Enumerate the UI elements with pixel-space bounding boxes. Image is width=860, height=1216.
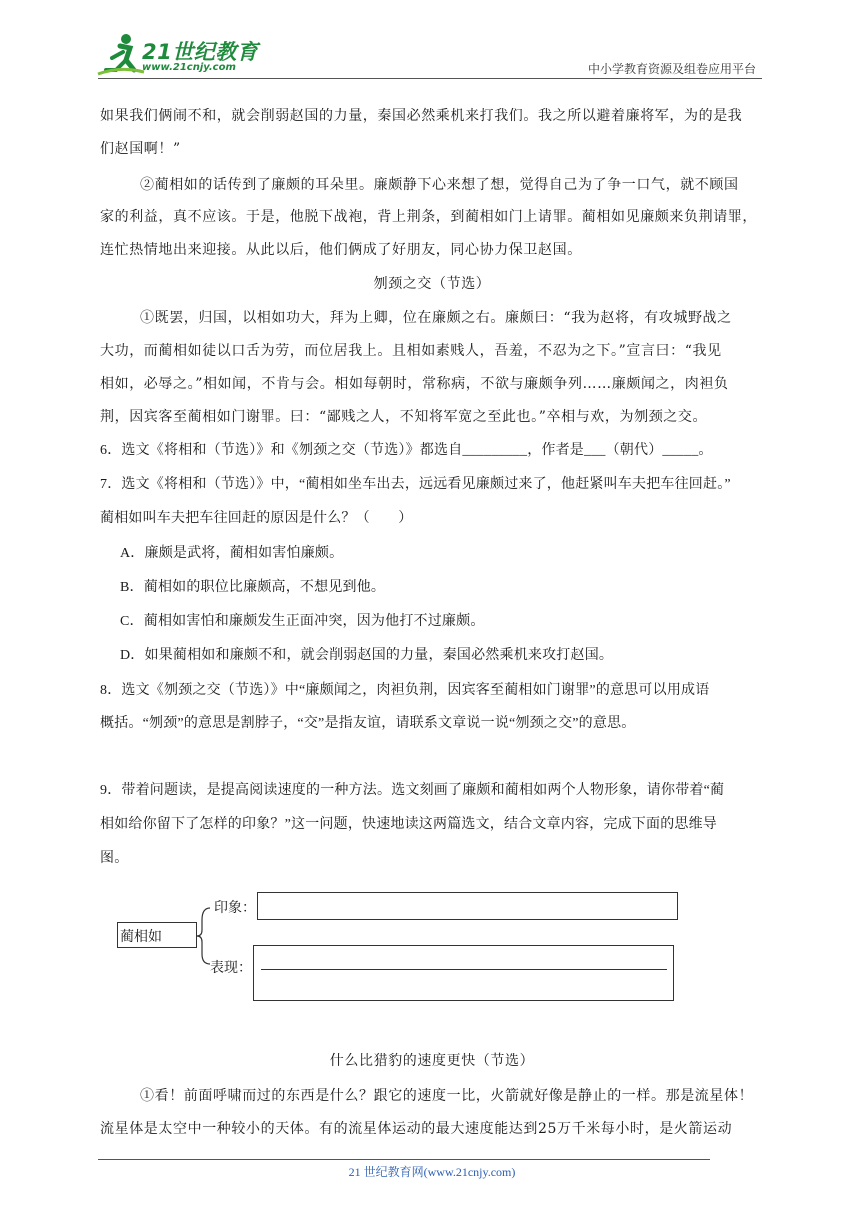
- mindmap-performance-label: 表现：: [210, 960, 252, 976]
- impression-answer-box[interactable]: [257, 892, 678, 920]
- mindmap-root-label: 蔺相如: [120, 929, 162, 945]
- passage1-line2: 们赵国啊！”: [100, 141, 181, 157]
- passage3-line2: 流星体是太空中一种较小的天体。有的流星体运动的最大速度能达到25万千米每小时，是火箭运动: [100, 1121, 733, 1137]
- runner-logo-icon: [96, 30, 146, 78]
- question-9-line1: 9．带着问题读，是提高阅读速度的一种方法。选文刻画了廉颇和蔺相如两个人物形象，请你带着“蔺: [100, 783, 725, 798]
- passage1-p2-line2: 家的利益，真不应该。于是，他脱下战袍，背上荆条，到蔺相如门上请罪。蔺相如见廉颇来负荆请罪，: [100, 209, 757, 225]
- footer-link[interactable]: 21 世纪教育网(www.21cnjy.com): [348, 1165, 516, 1179]
- option-d[interactable]: D．如果蔺相如和廉颇不和，就会削弱赵国的力量，秦国必然乘机来攻打赵国。: [120, 648, 614, 663]
- performance-answer-line: [261, 969, 667, 970]
- option-b[interactable]: B．蔺相如的职位比廉颇高，不想见到他。: [120, 580, 386, 595]
- passage2-line1: ①既罢，归国，以相如功大，拜为上卿，位在廉颇之右。廉颇曰：“我为赵将，有攻城野战之: [140, 310, 732, 326]
- passage2-title: 刎颈之交（节选）: [373, 276, 491, 292]
- passage1-p2-line3: 连忙热情地出来迎接。从此以后，他们俩成了好朋友，同心协力保卫赵国。: [100, 242, 582, 258]
- question-7-line1: 7．选文《将相和（节选）》中，“蔺相如坐车出去，远远看见廉颇过来了，他赶紧叫车夫把车往回赶。”: [100, 477, 731, 492]
- passage3-title: 什么比猎豹的速度更快（节选）: [329, 1053, 535, 1069]
- mindmap-impression-label: 印象：: [214, 900, 256, 916]
- option-a[interactable]: A．廉颇是武将，蔺相如害怕廉颇。: [120, 546, 344, 561]
- question-8-line2: 概括。“刎颈”的意思是割脖子，“交”是指友谊，请联系文章说一说“刎颈之交”的意思。: [100, 716, 636, 731]
- passage2-line3: 相如，必辱之。”相如闻，不肯与会。相如每朝时，常称病，不欲与廉颇争列……廉颇闻之，肉袒负: [100, 376, 729, 392]
- logo-url: www.21cnjy.com: [142, 62, 236, 73]
- option-c[interactable]: C．蔺相如害怕和廉颇发生正面冲突，因为他打不过廉颇。: [120, 614, 485, 629]
- passage3-line1: ①看！前面呼啸而过的东西是什么？跟它的速度一比，火箭就好像是静止的一样。那是流星体！: [140, 1088, 754, 1104]
- question-9-line3: 图。: [100, 851, 129, 866]
- question-6: 6．选文《将相和（节选）》和《刎颈之交（节选）》都选自_________，作者是___（朝代）_____。: [100, 443, 713, 458]
- passage1-p2-line1: ②蔺相如的话传到了廉颇的耳朵里。廉颇静下心来想了想，觉得自己为了争一口气，就不顾国: [140, 177, 739, 193]
- question-9-line2: 相如给你留下了怎样的印象？”这一问题，快速地读这两篇选文，结合文章内容，完成下面的思维导: [100, 817, 718, 832]
- question-8-line1: 8．选文《刎颈之交（节选）》中“廉颇闻之，肉袒负荆，因宾客至蔺相如门谢罪”的意思可以用成语: [100, 683, 710, 698]
- passage1-line1: 如果我们俩闹不和，就会削弱赵国的力量，秦国必然乘机来打我们。我之所以避着廉将军，为的是我: [100, 108, 743, 124]
- performance-answer-box[interactable]: [253, 945, 674, 1001]
- footer-divider: [98, 1159, 710, 1160]
- passage2-line4: 荆，因宾客至蔺相如门谢罪。曰：“鄙贱之人，不知将军宽之至此也。”卒相与欢，为刎颈之交。: [100, 409, 708, 425]
- logo-text: 21世纪教育: [142, 40, 259, 64]
- passage2-line2: 大功，而蔺相如徒以口舌为劳，而位居我上。且相如素贱人，吾羞，不忍为之下。”宣言曰：“我见: [100, 343, 722, 359]
- header-divider: [98, 78, 762, 79]
- platform-title: 中小学教育资源及组卷应用平台: [587, 62, 756, 76]
- question-7-line2: 蔺相如叫车夫把车往回赶的原因是什么？（ ）: [100, 511, 413, 526]
